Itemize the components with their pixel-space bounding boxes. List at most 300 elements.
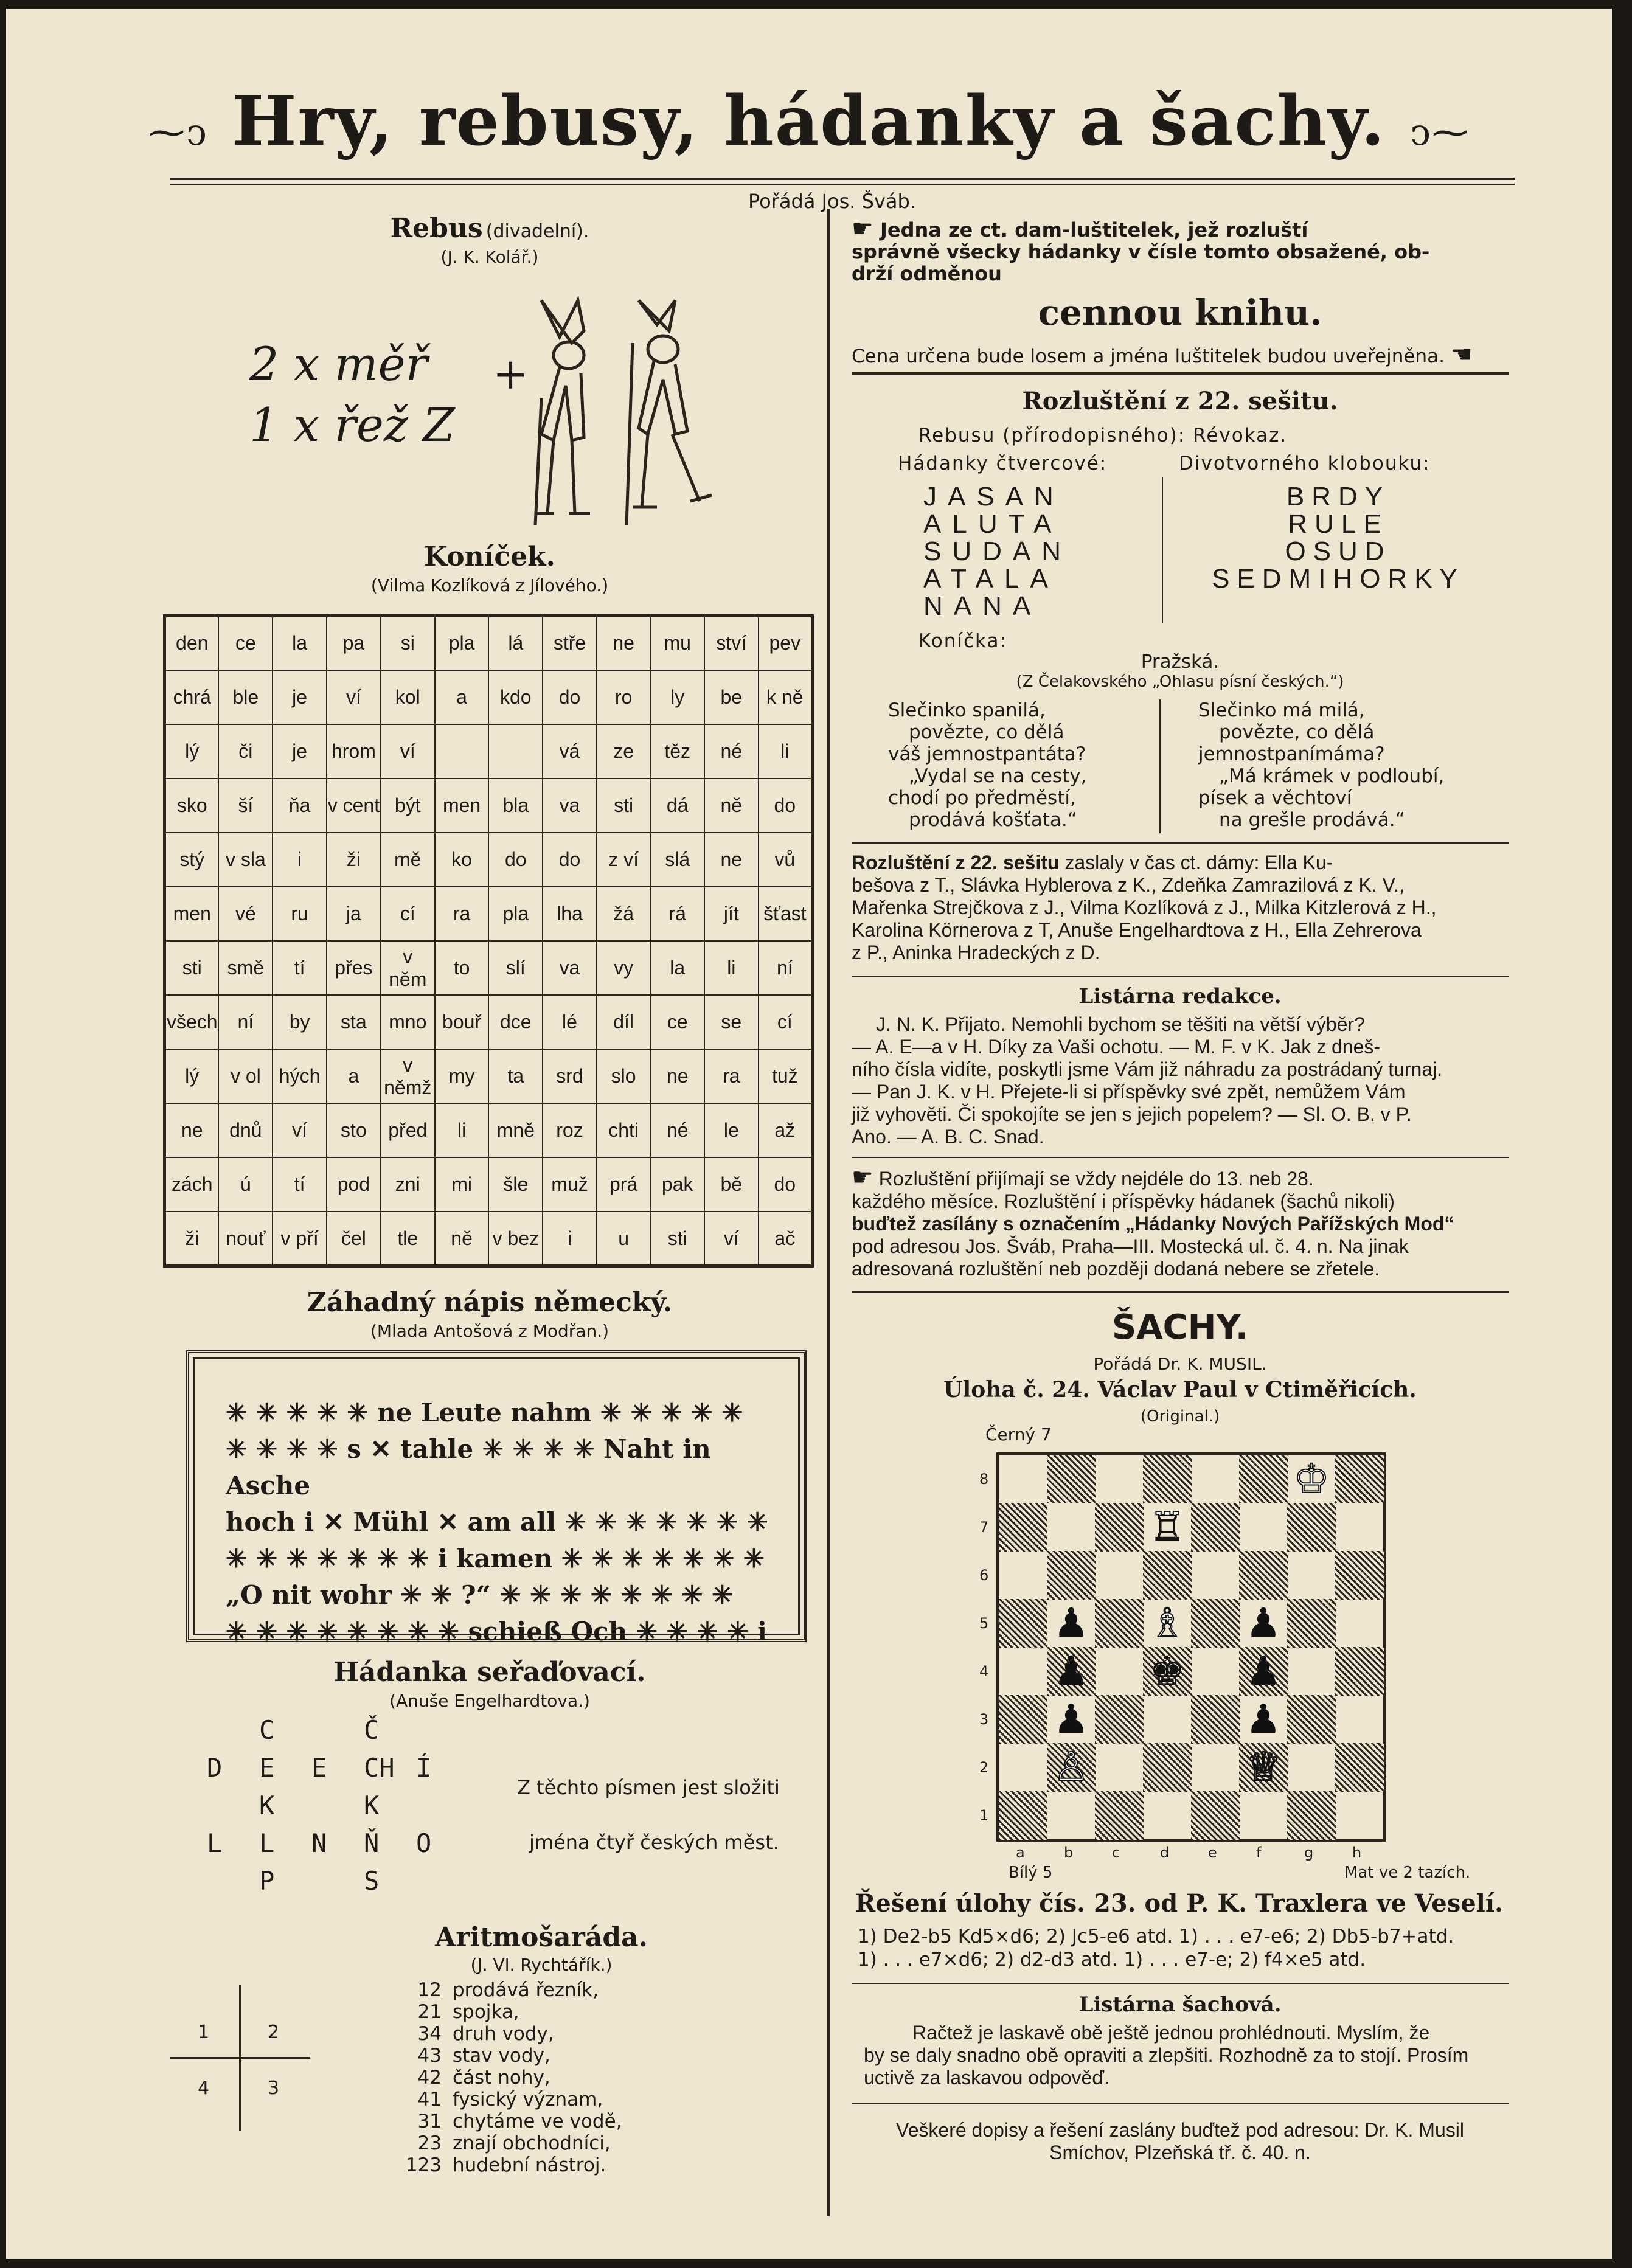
- grid-cell: bě: [704, 1157, 759, 1212]
- arit-item: [401, 2067, 622, 2089]
- pointing-hand-icon: ☛: [852, 1163, 873, 1191]
- board-square: [1191, 1599, 1240, 1648]
- grid-cell: roz: [543, 1103, 597, 1157]
- konicek-grid: [163, 614, 814, 1268]
- arit-title: Aritmošaráda.: [435, 1922, 648, 1953]
- notice-line: adresovaná rozluštění neb později dodaná nebere se zřetele.: [852, 1258, 1380, 1280]
- board-square: [1095, 1743, 1144, 1792]
- board-square: [1191, 1647, 1240, 1696]
- grid-cell: by: [273, 995, 327, 1049]
- arit-clue: druh vody,: [453, 2023, 554, 2045]
- chess-task: Úloha č. 24. Václav Paul v Ctiměřicích.: [943, 1377, 1417, 1403]
- letter-cell: P: [259, 1866, 275, 1896]
- grid-cell: ja: [327, 887, 381, 941]
- board-square: [1095, 1695, 1144, 1744]
- arit-item: [401, 2110, 622, 2132]
- chess-address: [852, 2119, 1509, 2164]
- arit-clue: fysický význam,: [453, 2089, 603, 2110]
- black-piece-icon: ♚: [1149, 1648, 1186, 1694]
- grid-cell: mu: [650, 616, 704, 670]
- white-piece-icon: ♗: [1149, 1600, 1186, 1646]
- grid-cell: chti: [597, 1103, 651, 1157]
- black-piece-icon: ♟: [1245, 1600, 1282, 1646]
- grid-cell: ně: [435, 1212, 489, 1266]
- zahadny-author: (Mlada Antošová z Modřan.): [370, 1321, 609, 1341]
- grid-cell: bla: [488, 779, 543, 833]
- solution-line2: 1) . . . e7×d6; 2) d2-d3 atd. 1) . . . e7-e; 2) f4×e5 atd.: [858, 1949, 1366, 1971]
- grid-cell: le: [704, 1103, 759, 1157]
- grid-cell: [488, 724, 543, 779]
- grid-cell: sto: [327, 1103, 381, 1157]
- board-square: [1095, 1503, 1144, 1552]
- chess-listarna-line: Račtež je laskavě obě ještě jednou prohlédnouti. Myslím, že: [912, 2022, 1430, 2044]
- grid-cell: lé: [543, 995, 597, 1049]
- board-square: [999, 1647, 1047, 1696]
- grid-cell: přes: [327, 941, 381, 995]
- seradovaci-title: Hádanka seřaďovací.: [333, 1657, 646, 1688]
- letter-cell: E: [311, 1753, 327, 1783]
- letter-cell: K: [364, 1791, 380, 1820]
- grid-cell: mě: [381, 833, 435, 887]
- chess-title: ŠACHY.: [1111, 1308, 1249, 1347]
- grid-cell: ne: [597, 616, 651, 670]
- solvers-list: [852, 851, 1509, 964]
- grid-cell: ví: [704, 1212, 759, 1266]
- board-square: [1143, 1743, 1192, 1792]
- grid-cell: vy: [597, 941, 651, 995]
- prize-line1: Jedna ze ct. dam-luštitelek, jež rozluští: [880, 218, 1308, 241]
- grid-cell: lá: [488, 616, 543, 670]
- notice-line: buďtež zasílány s označením „Hádanky Nových Pařížských Mod“: [852, 1213, 1454, 1235]
- notice-line: Rozluštění přijímají se vždy nejdéle do 13. neb 28.: [878, 1168, 1314, 1190]
- grid-cell: ní: [759, 941, 813, 995]
- board-square: [1095, 1647, 1144, 1696]
- grid-cell: muž: [543, 1157, 597, 1212]
- title-text: Hry, rebusy, hádanky a šachy.: [232, 81, 1386, 161]
- grid-cell: si: [381, 616, 435, 670]
- board-square: [1143, 1695, 1192, 1744]
- arit-author: (J. Vl. Rychtářík.): [470, 1955, 613, 1975]
- rank-label: 7: [979, 1519, 989, 1536]
- grid-cell: tuž: [759, 1049, 813, 1103]
- arit-number: 34: [417, 2023, 442, 2045]
- address-line: Veškeré dopisy a řešení zaslány buďtež pod adresou: Dr. K. Musil: [896, 2119, 1464, 2141]
- grid-cell: tí: [273, 941, 327, 995]
- grid-cell: je: [273, 670, 327, 724]
- board-square: [1335, 1743, 1384, 1792]
- board-square: [1335, 1455, 1384, 1503]
- solution-title: Řešení úlohy čís. 23. od P. K. Traxlera ve Veselí.: [855, 1889, 1503, 1918]
- grid-cell: slá: [650, 833, 704, 887]
- arit-item: [401, 2001, 622, 2023]
- letter-cell: O: [416, 1828, 432, 1858]
- grid-cell: nouť: [218, 1212, 273, 1266]
- board-square: [1191, 1695, 1240, 1744]
- file-label: g: [1304, 1844, 1314, 1861]
- grid-cell: ru: [273, 887, 327, 941]
- grid-cell: se: [704, 995, 759, 1049]
- grid-cell: li: [704, 941, 759, 995]
- grid-cell: den: [165, 616, 219, 670]
- solution-word: ALUTA: [923, 509, 1063, 539]
- grid-cell: ství: [704, 616, 759, 670]
- grid-cell: pev: [759, 616, 813, 670]
- table-row: [165, 995, 813, 1049]
- arit-number: 21: [417, 2001, 442, 2023]
- grid-cell: ne: [704, 833, 759, 887]
- arit-number: 123: [405, 2154, 442, 2176]
- inscription-line: ✳ ✳ ✳ ✳ ✳ ✳ ✳ i kamen ✳ ✳ ✳ ✳ ✳ ✳ ✳: [226, 1544, 765, 1573]
- reseni-h1: Hádanky čtvercové:: [898, 453, 1108, 474]
- file-label: f: [1256, 1844, 1262, 1861]
- grid-cell: ne: [165, 1103, 219, 1157]
- grid-cell: chrá: [165, 670, 219, 724]
- prize-big: cennou knihu.: [1038, 292, 1322, 333]
- file-label: e: [1208, 1844, 1217, 1861]
- table-row: [165, 1103, 813, 1157]
- notice-line: pod adresou Jos. Šváb, Praha—III. Mostecká ul. č. 4. n. Na jinak: [852, 1235, 1409, 1257]
- grid-cell: ble: [218, 670, 273, 724]
- poem-line: jemnostpanímáma?: [1198, 743, 1385, 765]
- inscription-line: „O nit wohr ✳ ✳ ?“ ✳ ✳ ✳ ✳ ✳ ✳ ✳ ✳: [226, 1580, 734, 1610]
- header-rule-2: [170, 184, 1515, 185]
- file-label: a: [1016, 1844, 1025, 1861]
- listarna-line: — A. E—a v H. Díky za Vaši ochotu. — M. F. v K. Jak z dneš-: [852, 1036, 1381, 1058]
- rule: [852, 1157, 1509, 1158]
- board-square: [1239, 1791, 1288, 1840]
- grid-cell: pod: [327, 1157, 381, 1212]
- listarna-line: J. N. K. Přijato. Nemohli bychom se těšiti na větší výběr?: [876, 1013, 1365, 1035]
- solution-word: ATALA: [923, 564, 1059, 594]
- board-square: [999, 1791, 1047, 1840]
- zahadny-frame: [186, 1350, 807, 1646]
- grid-cell: těz: [650, 724, 704, 779]
- column-divider: [827, 209, 830, 2216]
- grid-cell: stře: [543, 616, 597, 670]
- arit-cell: 2: [268, 2022, 280, 2043]
- prize-note: [852, 341, 1473, 369]
- grid-cell: v ol: [218, 1049, 273, 1103]
- reseni-divider: [1162, 477, 1163, 623]
- board-square: [1095, 1791, 1144, 1840]
- grid-cell: ne: [650, 1049, 704, 1103]
- solvers-line: Mařenka Strejčkova z J., Vilma Kozlíková z J., Milka Kitzlerová z H.,: [852, 896, 1437, 918]
- letter-cell: Í: [416, 1753, 432, 1783]
- square-solution-1: [923, 483, 1072, 620]
- inscription-line: ✳ ✳ ✳ ✳ s ✕ tahle ✳ ✳ ✳ ✳ Naht in Asche: [226, 1434, 711, 1500]
- grid-cell: všech: [165, 995, 219, 1049]
- grid-cell: slo: [597, 1049, 651, 1103]
- listarna-line: ního čísla vidíte, poskytli jsme Vám již náhradu za postrádaný turnaj.: [852, 1058, 1443, 1080]
- grid-cell: ži: [327, 833, 381, 887]
- rebus-header: [164, 213, 815, 244]
- grid-cell: ví: [327, 670, 381, 724]
- grid-cell: z ví: [597, 833, 651, 887]
- pointing-hand-icon: ☛: [852, 215, 873, 243]
- konicek-title: Koníček.: [424, 541, 555, 572]
- grid-cell: ce: [218, 616, 273, 670]
- poem-left: [888, 699, 1086, 831]
- poem-line: písek a věchtoví: [1198, 787, 1352, 809]
- konicek-author: (Vilma Kozlíková z Jílového.): [370, 575, 609, 595]
- solvers-lead: Rozluštění z 22. sešitu: [852, 851, 1060, 873]
- board-square: [999, 1599, 1047, 1648]
- board-square: [1143, 1455, 1192, 1503]
- board-square: [1287, 1647, 1336, 1696]
- grid-cell: v pří: [273, 1212, 327, 1266]
- grid-cell: v něm: [381, 941, 435, 995]
- arit-cell: 4: [198, 2078, 210, 2099]
- grid-cell: do: [543, 833, 597, 887]
- white-piece-icon: ♖: [1149, 1503, 1186, 1550]
- grid-cell: mi: [435, 1157, 489, 1212]
- grid-cell: lha: [543, 887, 597, 941]
- arit-item: [401, 1979, 622, 2001]
- rule: [852, 842, 1509, 844]
- board-square: [1335, 1551, 1384, 1600]
- grid-cell: do: [543, 670, 597, 724]
- grid-cell: mno: [381, 995, 435, 1049]
- arit-clue: chytáme ve vodě,: [453, 2110, 622, 2132]
- arit-clue: stav vody,: [453, 2045, 550, 2067]
- letter-cell: L: [207, 1828, 223, 1858]
- chess-board: [996, 1452, 1386, 1842]
- board-square: [1335, 1599, 1384, 1648]
- solution-word: OSUD: [1285, 536, 1392, 566]
- page-title: [6, 81, 1612, 161]
- table-row: [165, 941, 813, 995]
- seradovaci-author: (Anuše Engelhardtova.): [389, 1691, 590, 1711]
- solvers-line: bešova z T., Slávka Hyblerova z K., Zdeňka Zamrazilová z K. V.,: [852, 874, 1405, 896]
- grid-cell: až: [759, 1103, 813, 1157]
- table-row: [165, 833, 813, 887]
- poem-line: chodí po předměstí,: [888, 787, 1076, 809]
- grid-cell: ví: [273, 1103, 327, 1157]
- grid-cell: ly: [650, 670, 704, 724]
- arit-item: [401, 2045, 622, 2067]
- listarna-line: Ano. — A. B. C. Snad.: [852, 1126, 1044, 1148]
- rank-label: 5: [979, 1615, 989, 1632]
- grid-cell: pak: [650, 1157, 704, 1212]
- board-square: [1335, 1647, 1384, 1696]
- square-solution-2: [1168, 483, 1509, 592]
- grid-cell: ú: [218, 1157, 273, 1212]
- grid-cell: ce: [650, 995, 704, 1049]
- grid-cell: vá: [543, 724, 597, 779]
- grid-cell: zni: [381, 1157, 435, 1212]
- table-row: [165, 1157, 813, 1212]
- chess-listarna-line: by se daly snadno obě opraviti a zlepšiti. Rozhodně za to stojí. Prosím: [864, 2044, 1469, 2066]
- board-square: [1335, 1695, 1384, 1744]
- grid-cell: ňa: [273, 779, 327, 833]
- grid-cell: do: [759, 779, 813, 833]
- board-square: [1191, 1791, 1240, 1840]
- pointing-hand-icon: ☚: [1450, 341, 1473, 369]
- grid-cell: li: [435, 1103, 489, 1157]
- grid-cell: hrom: [327, 724, 381, 779]
- prize-line3: drží odměnou: [852, 262, 1002, 285]
- notice-text: [852, 1163, 1509, 1280]
- board-square: [1047, 1503, 1096, 1552]
- grid-cell: ší: [218, 779, 273, 833]
- board-square: [1239, 1503, 1288, 1552]
- rank-label: 6: [979, 1567, 989, 1584]
- board-square: [1143, 1791, 1192, 1840]
- arit-cell: 3: [268, 2078, 280, 2099]
- arit-list: [401, 1979, 622, 2176]
- letter-cell: E: [259, 1753, 275, 1783]
- grid-cell: sta: [327, 995, 381, 1049]
- poem-line: povězte, co dělá: [909, 721, 1064, 743]
- page: [6, 9, 1612, 2259]
- grid-cell: kdo: [488, 670, 543, 724]
- table-row: [165, 724, 813, 779]
- grid-cell: je: [273, 724, 327, 779]
- rule: [852, 1291, 1509, 1293]
- grid-cell: li: [759, 724, 813, 779]
- grid-cell: sti: [597, 779, 651, 833]
- poem-line: povězte, co dělá: [1219, 721, 1375, 743]
- board-square: [1287, 1599, 1336, 1648]
- board-square: [1095, 1599, 1144, 1648]
- seradovaci-note1: Z těchto písmen jest složiti: [517, 1776, 780, 1799]
- reseni-h2: Divotvorného klobouku:: [1179, 453, 1431, 474]
- seradovaci-note2: jména čtyř českých měst.: [529, 1831, 779, 1854]
- grid-cell: be: [704, 670, 759, 724]
- grid-cell: la: [650, 941, 704, 995]
- grid-cell: do: [488, 833, 543, 887]
- white-piece-icon: ♕: [1245, 1744, 1282, 1791]
- grid-cell: slí: [488, 941, 543, 995]
- grid-cell: v němž: [381, 1049, 435, 1103]
- board-square: [1287, 1695, 1336, 1744]
- grid-cell: né: [650, 1103, 704, 1157]
- grid-cell: sti: [650, 1212, 704, 1266]
- arit-clue: část nohy,: [453, 2067, 550, 2089]
- board-square: [1239, 1455, 1288, 1503]
- rebus-figures-illustration: [517, 288, 754, 532]
- board-square: [1095, 1455, 1144, 1503]
- grid-cell: a: [435, 670, 489, 724]
- grid-cell: né: [704, 724, 759, 779]
- rank-label: 8: [979, 1471, 989, 1488]
- listarna-line: již vyhověti. Či spokojíte se jen s jejich popelem? — Sl. O. B. v P.: [852, 1103, 1412, 1125]
- arit-item: [401, 2089, 622, 2110]
- listarna-title: Listárna redakce.: [1078, 984, 1282, 1008]
- arit-cell: 1: [198, 2022, 210, 2043]
- letter-cell: CH: [364, 1753, 395, 1783]
- grid-cell: va: [543, 941, 597, 995]
- table-row: [165, 887, 813, 941]
- arit-number: 41: [417, 2089, 442, 2110]
- letter-cell: Ň: [364, 1828, 380, 1858]
- black-piece-icon: ♟: [1245, 1648, 1282, 1694]
- ornament-right: ↄ⁓: [1410, 111, 1470, 154]
- grid-cell: ra: [435, 887, 489, 941]
- grid-cell: lý: [165, 1049, 219, 1103]
- zahadny-inscription: [226, 1395, 785, 1650]
- grid-cell: ní: [218, 995, 273, 1049]
- letter-cell: K: [259, 1791, 275, 1820]
- letter-cell: N: [311, 1828, 327, 1858]
- rebus-title: Rebus: [390, 213, 483, 244]
- grid-cell: díl: [597, 995, 651, 1049]
- board-square: [1047, 1791, 1096, 1840]
- grid-cell: my: [435, 1049, 489, 1103]
- grid-cell: hých: [273, 1049, 327, 1103]
- grid-cell: ra: [704, 1049, 759, 1103]
- rebus-line2: 1 x řež Z: [249, 398, 455, 452]
- table-row: [165, 670, 813, 724]
- grid-cell: tí: [273, 1157, 327, 1212]
- grid-cell: ač: [759, 1212, 813, 1266]
- arit-diagram: [170, 1985, 310, 2131]
- rebus-line1: 2 x měř: [249, 337, 428, 391]
- table-row: [165, 779, 813, 833]
- solution-word: BRDY: [1286, 482, 1391, 512]
- grid-cell: mně: [488, 1103, 543, 1157]
- grid-cell: či: [218, 724, 273, 779]
- rebus-author: (J. K. Kolář.): [440, 247, 539, 267]
- solution-line1: 1) De2-b5 Kd5×d6; 2) Jc5-e6 atd. 1) . . . e7-e6; 2) Db5-b7+atd.: [858, 1926, 1454, 1947]
- prize-text: [852, 215, 1509, 285]
- letter-cell: D: [207, 1753, 223, 1783]
- grid-cell: prá: [597, 1157, 651, 1212]
- chess-listarna-text: [864, 2022, 1509, 2089]
- chess-white-count: Bílý 5: [1009, 1864, 1053, 1882]
- rank-label: 4: [979, 1663, 989, 1680]
- grid-cell: vů: [759, 833, 813, 887]
- rule: [852, 1983, 1509, 1984]
- grid-cell: tle: [381, 1212, 435, 1266]
- grid-cell: cí: [381, 887, 435, 941]
- arit-number: 43: [417, 2045, 442, 2067]
- board-square: [1335, 1503, 1384, 1552]
- grid-cell: ta: [488, 1049, 543, 1103]
- letter-cell: C: [259, 1715, 275, 1745]
- grid-cell: dce: [488, 995, 543, 1049]
- listarna-text: [852, 1013, 1509, 1148]
- board-square: [1191, 1503, 1240, 1552]
- grid-cell: pla: [488, 887, 543, 941]
- grid-cell: i: [543, 1212, 597, 1266]
- letter-cell: S: [364, 1866, 380, 1896]
- grid-cell: ze: [597, 724, 651, 779]
- black-piece-icon: ♟: [1053, 1696, 1089, 1743]
- board-square: [999, 1503, 1047, 1552]
- grid-cell: vé: [218, 887, 273, 941]
- poem-source: (Z Čelakovského „Ohlasu písní českých.“): [1016, 673, 1344, 691]
- grid-cell: ro: [597, 670, 651, 724]
- grid-cell: čel: [327, 1212, 381, 1266]
- grid-cell: v cent: [327, 779, 381, 833]
- inscription-line: hoch i ✕ Mühl ✕ am all ✳ ✳ ✳ ✳ ✳ ✳ ✳: [226, 1507, 768, 1537]
- grid-cell: před: [381, 1103, 435, 1157]
- board-square: [999, 1455, 1047, 1503]
- board-square: [999, 1695, 1047, 1744]
- arit-item: [401, 2023, 622, 2045]
- grid-cell: zách: [165, 1157, 219, 1212]
- grid-cell: men: [435, 779, 489, 833]
- solution-word: SUDAN: [923, 536, 1072, 566]
- inscription-line: ✳ ✳ ✳ ✳ ✳ ne Leute nahm ✳ ✳ ✳ ✳ ✳: [226, 1398, 743, 1427]
- solution-word: SEDMIHORKY: [1212, 564, 1465, 594]
- file-label: d: [1160, 1844, 1170, 1861]
- board-square: [1239, 1551, 1288, 1600]
- inscription-line: ✳ ✳ ✳ ✳ ✳ ✳ ✳ ✳ schieß Och ✳ ✳ ✳ ✳ i: [226, 1617, 767, 1646]
- arit-number: 12: [417, 1979, 442, 2001]
- poem-line: na grešle prodává.“: [1219, 809, 1405, 831]
